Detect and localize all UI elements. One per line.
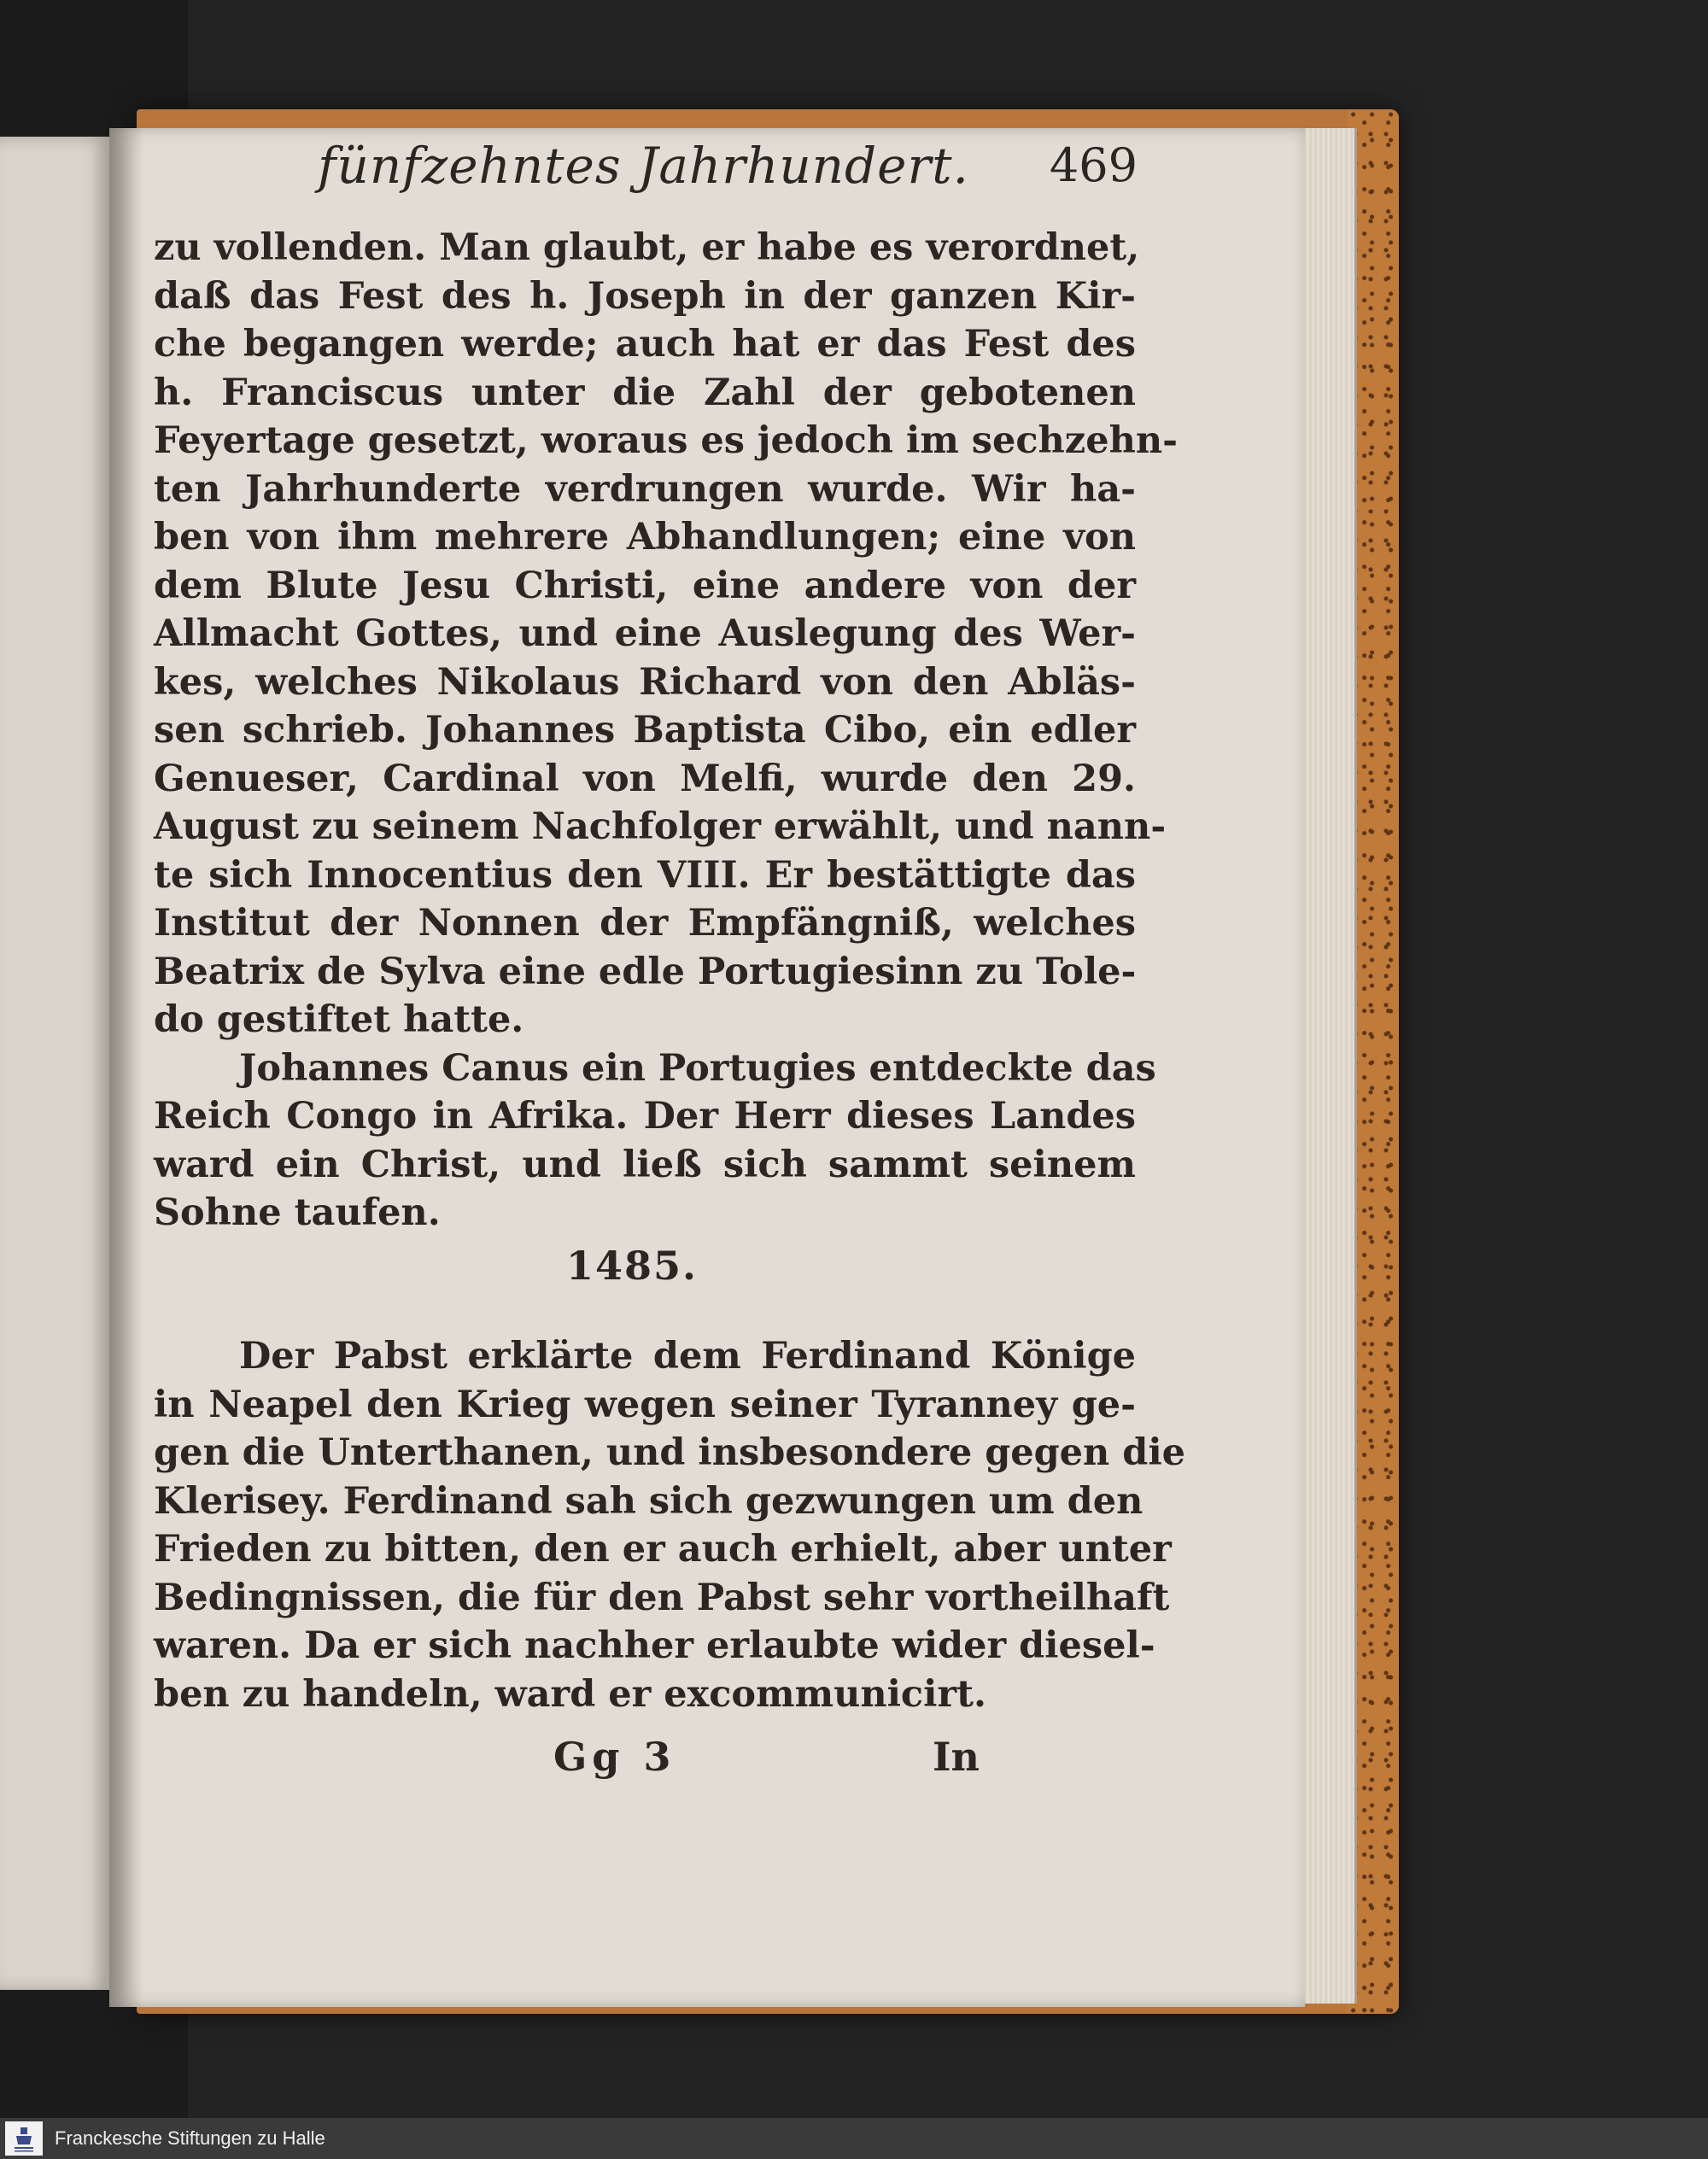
footer-bar bbox=[0, 2118, 1708, 2159]
text-line: Reich Congo in Afrika. Der Herr dieses Landes bbox=[154, 1095, 1136, 1138]
text-line: Bedingnissen, die für den Pabst sehr vortheilhaft bbox=[154, 1576, 1170, 1619]
footer-institution-label: Franckesche Stiftungen zu Halle bbox=[55, 2127, 325, 2149]
text-line: ten Jahrhunderte verdrungen wurde. Wir ha- bbox=[154, 467, 1136, 511]
text-line: Genueser, Cardinal von Melfi, wurde den 29. bbox=[154, 757, 1136, 800]
text-line: Sohne taufen. bbox=[154, 1191, 441, 1234]
left-facing-page bbox=[0, 137, 111, 1990]
catchword: In bbox=[933, 1734, 980, 1780]
page-edges bbox=[1298, 128, 1357, 2004]
text-line: gen die Unterthanen, und insbesondere gegen die bbox=[154, 1431, 1186, 1474]
text-line: sen schrieb. Johannes Baptista Cibo, ein edler bbox=[154, 709, 1136, 752]
text-line: ben zu handeln, ward er excommunicirt. bbox=[154, 1672, 986, 1716]
year-heading: 1485. bbox=[565, 1243, 699, 1289]
text-line: Klerisey. Ferdinand sah sich gezwungen um den bbox=[154, 1479, 1144, 1523]
body-text-lower bbox=[154, 1332, 1186, 1718]
text-line: waren. Da er sich nachher erlaubte wider diesel- bbox=[154, 1624, 1155, 1667]
running-title: fünfzehntes Jahrhundert. bbox=[318, 137, 969, 195]
signature-mark: Gg 3 bbox=[553, 1734, 676, 1780]
text-line: Johannes Canus ein Portugies entdeckte das bbox=[239, 1046, 1156, 1090]
text-line: kes, welches Nikolaus Richard von den Abläs- bbox=[154, 660, 1136, 704]
text-line: te sich Innocentius den VIII. Er bestättigte das bbox=[154, 853, 1136, 897]
text-line: Allmacht Gottes, und eine Auslegung des Wer- bbox=[154, 612, 1136, 655]
text-line: August zu seinem Nachfolger erwählt, und nann- bbox=[154, 805, 1167, 848]
francke-foundation-logo-icon[interactable] bbox=[5, 2121, 43, 2156]
body-text-upper bbox=[154, 224, 1178, 1237]
text-line: in Neapel den Krieg wegen seiner Tyranney ge- bbox=[154, 1383, 1136, 1426]
text-line: ward ein Christ, und ließ sich sammt seinem bbox=[154, 1143, 1136, 1186]
gutter-shadow bbox=[109, 128, 143, 2007]
text-line: Feyertage gesetzt, woraus es jedoch im sechzehn- bbox=[154, 419, 1178, 462]
text-line: zu vollenden. Man glaubt, er habe es verordnet, bbox=[154, 226, 1140, 269]
page-number: 469 bbox=[1049, 138, 1138, 192]
text-line: do gestiftet hatte. bbox=[154, 998, 524, 1041]
text-line: Frieden zu bitten, den er auch erhielt, aber unter bbox=[154, 1528, 1172, 1571]
text-line: Beatrix de Sylva eine edle Portugiesinn zu Tole- bbox=[154, 950, 1137, 993]
text-line: h. Franciscus unter die Zahl der gebotenen bbox=[154, 371, 1136, 414]
text-line: dem Blute Jesu Christi, eine andere von der bbox=[154, 564, 1136, 607]
running-head bbox=[318, 137, 1138, 205]
text-line: che begangen werde; auch hat er das Fest des bbox=[154, 323, 1136, 366]
text-line: daß das Fest des h. Joseph in der ganzen Kir- bbox=[154, 274, 1136, 318]
text-line: ben von ihm mehrere Abhandlungen; eine von bbox=[154, 516, 1136, 559]
text-line: Der Pabst erklärte dem Ferdinand Könige bbox=[239, 1335, 1136, 1378]
text-line: Institut der Nonnen der Empfängniß, welches bbox=[154, 902, 1136, 945]
